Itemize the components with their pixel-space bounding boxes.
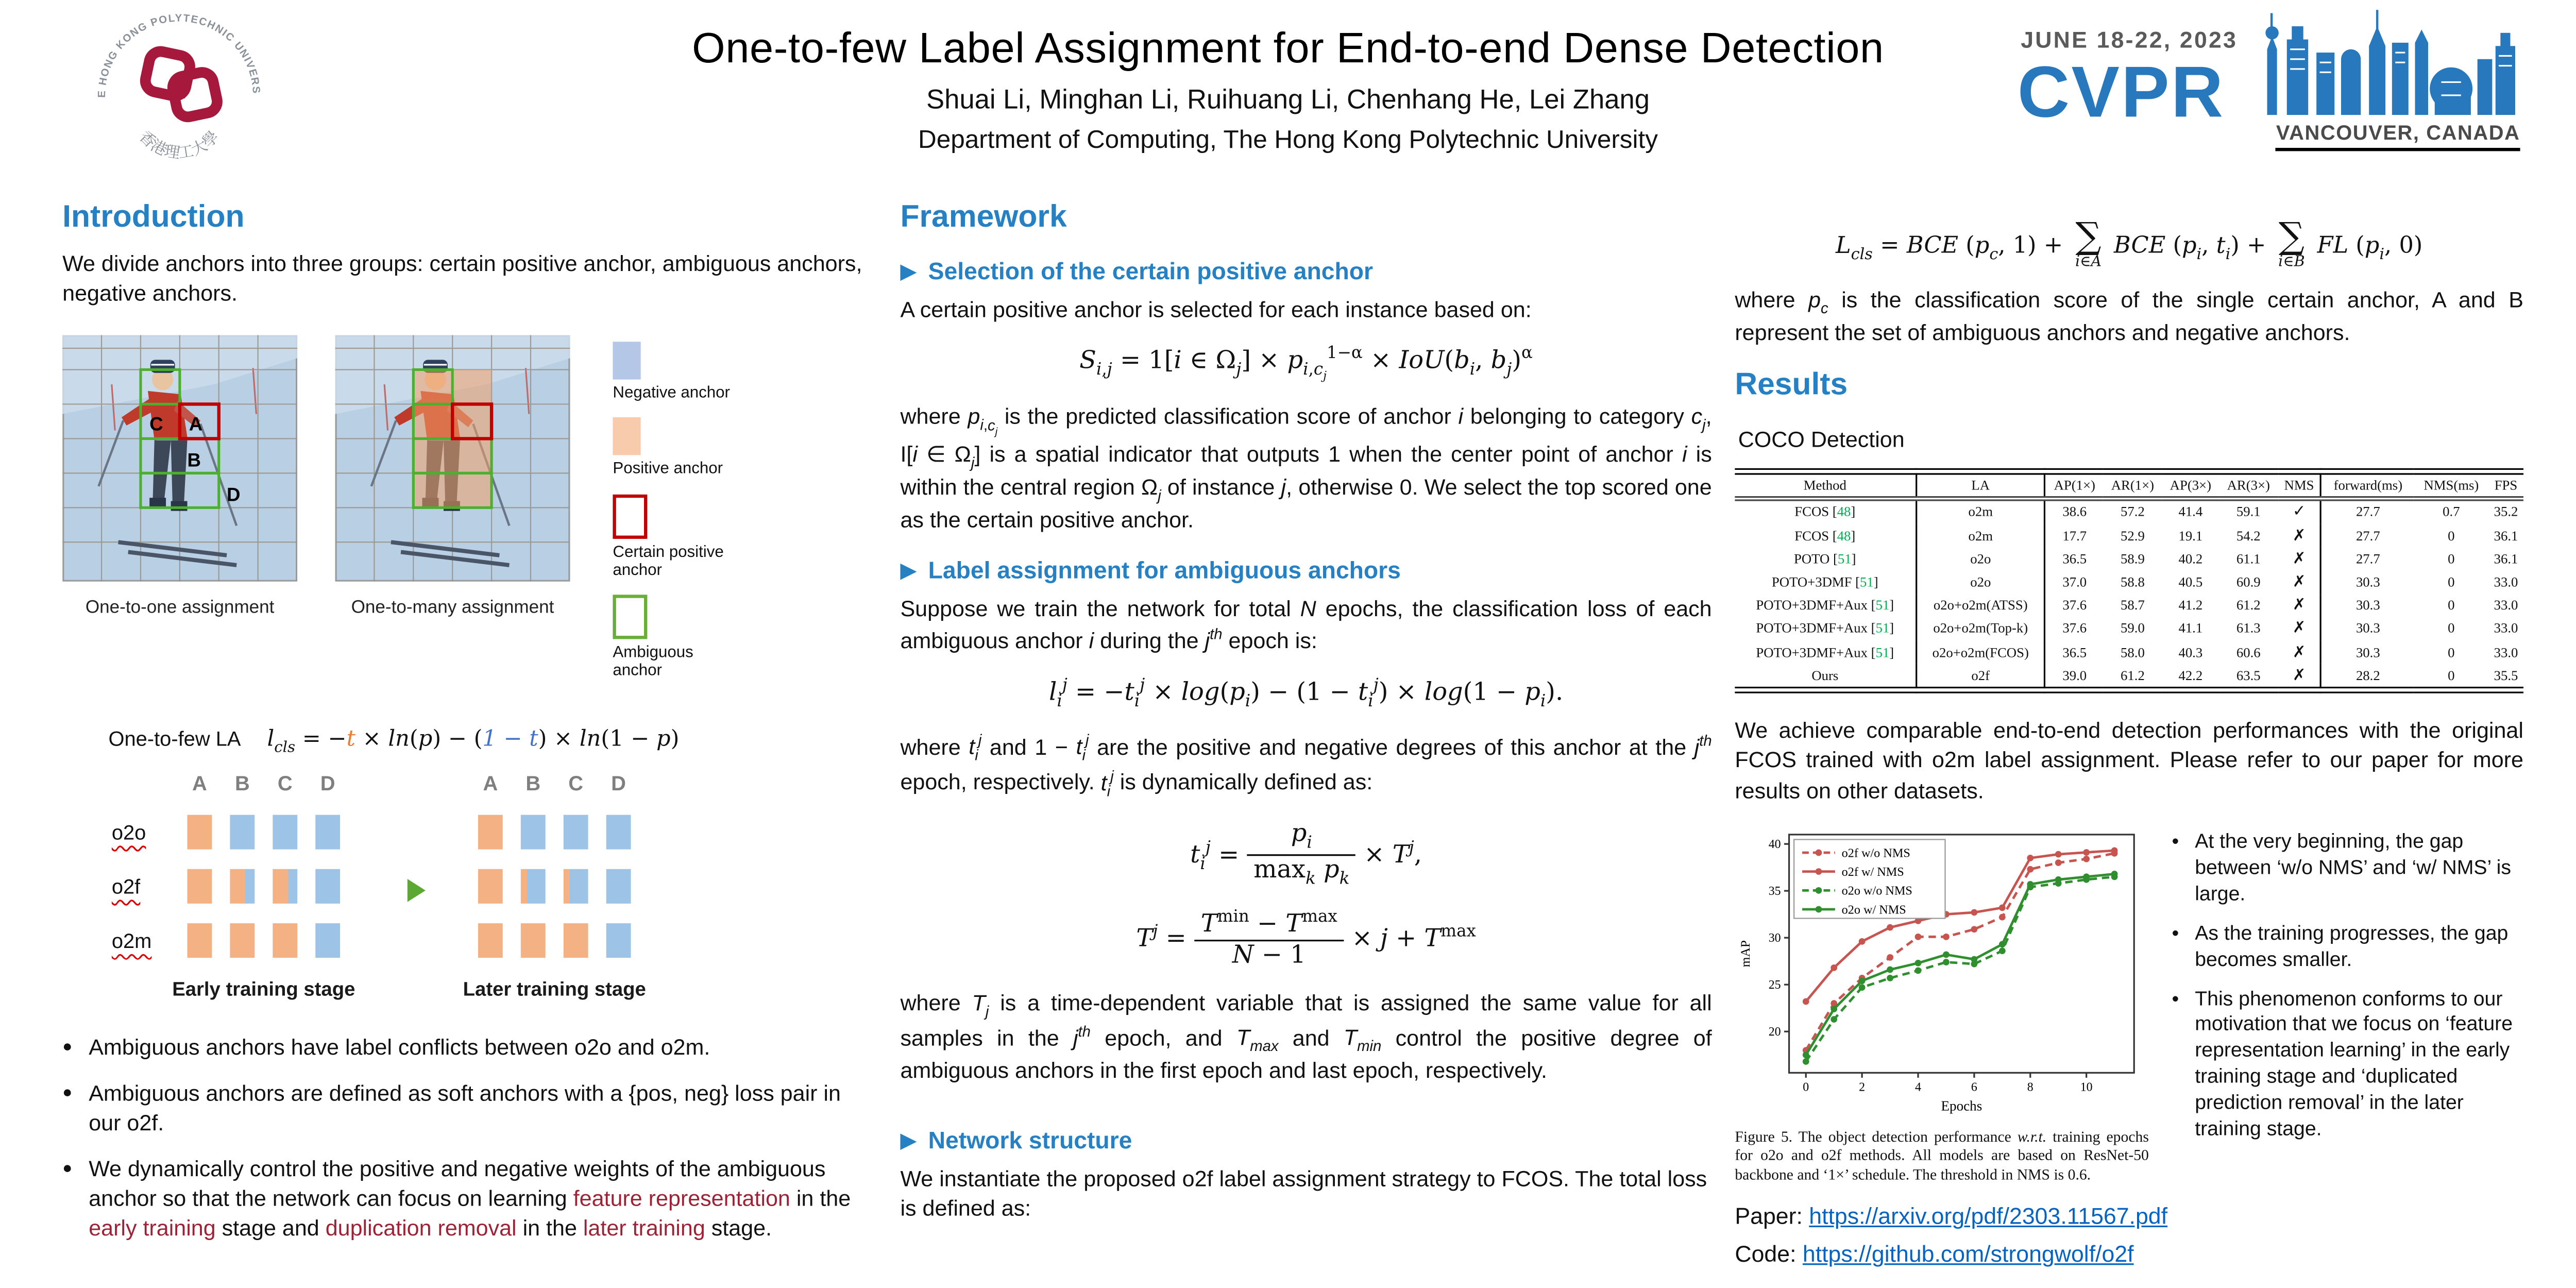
bullet-icon: ● <box>62 1039 73 1057</box>
sum-icon: ∑ <box>2278 216 2305 258</box>
T-definition-formula: $T^j$ = $\frac{T^{min} - T^{max}}{N - 1}$ × $j + T^{max}$ <box>1136 908 1476 969</box>
column-header: C <box>277 773 293 796</box>
anchor-letter-a: A <box>189 413 203 435</box>
column-header: C <box>568 773 584 796</box>
svg-text:35: 35 <box>1768 884 1781 897</box>
intro-bullet-1: ● Ambiguous anchors have label conflicts between o2o and o2m. <box>62 1034 877 1064</box>
coco-detection-label: COCO Detection <box>1738 427 1905 452</box>
table-row: POTO+3DMF [51] o2o 37.0 58.8 40.5 60.9 ✗ 30.3 0 33.0 <box>1735 571 2523 594</box>
polyu-ring-text: THE HONG KONG POLYTECHNIC UNIVERSITY <box>45 1 262 98</box>
paper-link-row <box>1735 1203 2523 1229</box>
column-header: B <box>526 773 541 796</box>
assignment-cell <box>564 870 588 904</box>
coco-results-table <box>1735 468 2523 693</box>
one-to-many-figure <box>335 335 570 696</box>
column-header: A <box>192 773 207 796</box>
code-link[interactable]: https://github.com/strongwolf/o2f <box>1802 1241 2134 1267</box>
code-label: Code: <box>1735 1241 1797 1267</box>
assignment-cell <box>315 816 340 850</box>
bullet-icon: • <box>2172 828 2179 852</box>
svg-text:40: 40 <box>1768 837 1781 851</box>
bullet-icon: • <box>2172 921 2179 944</box>
legend-item <box>613 342 741 403</box>
figure5 <box>1735 822 2149 1187</box>
label-assignment-diagram <box>112 773 877 1001</box>
svg-text:Epochs: Epochs <box>1941 1097 1982 1113</box>
polyu-cn-text: 香港理工大學 <box>135 128 223 162</box>
svg-text:2: 2 <box>1859 1080 1866 1094</box>
svg-text:o2f w/o NMS: o2f w/o NMS <box>1841 845 1910 859</box>
framework-section <box>900 200 1711 1231</box>
column-header: D <box>320 773 335 796</box>
links-block <box>1735 1203 2523 1267</box>
assignment-cell <box>564 816 588 850</box>
svg-text:0: 0 <box>1803 1080 1809 1094</box>
cvpr-logo <box>2018 10 2527 174</box>
assignment-cell <box>188 924 212 958</box>
assignment-cell <box>188 870 212 904</box>
table-row: FCOS [48] o2m 17.7 52.9 19.1 54.2 ✗ 27.7 0 36.1 <box>1735 524 2523 547</box>
assignment-cell <box>564 924 588 958</box>
assignment-cell <box>230 924 255 958</box>
cvpr-wordmark: CVPR <box>2017 53 2225 133</box>
arrow-bullet-icon <box>900 1134 917 1150</box>
where-T-paragraph: where $T_j$ is a time-dependent variable that is assigned the same value for all samples in the $j^{th}$ epoch, and $T_{max}$ and $T_{min}$ control the positive degree of ambiguous anchors in the first epoch and last epoch, respectively. <box>900 990 1712 1083</box>
polyu-knot-icon <box>143 49 219 119</box>
assignment-cell <box>478 924 503 958</box>
column-header: D <box>611 773 626 796</box>
paper-link[interactable]: https://arxiv.org/pdf/2303.11567.pdf <box>1809 1203 2168 1230</box>
introduction-section <box>62 200 877 1259</box>
assignment-cell <box>521 816 546 850</box>
legend-item <box>613 595 741 682</box>
legend-item <box>613 494 741 581</box>
table-column-header: NMS <box>2278 471 2321 499</box>
title-block <box>549 23 2027 156</box>
table-column-header: AP(3×) <box>2162 471 2219 499</box>
svg-text:香港理工大學 <box>136 128 223 162</box>
assignment-cell <box>230 870 255 904</box>
early-stage-caption: Early training stage <box>172 978 355 1002</box>
column-header: A <box>483 773 498 796</box>
table-row: POTO [51] o2o 36.5 58.9 40.2 61.1 ✗ 27.7 0 36.1 <box>1735 548 2523 571</box>
svg-text:4: 4 <box>1915 1080 1921 1094</box>
svg-text:o2o w/ NMS: o2o w/ NMS <box>1841 902 1906 916</box>
cvpr-date: JUNE 18-22, 2023 <box>2021 26 2238 53</box>
introduction-lead: We divide anchors into three groups: certain positive anchor, ambiguous anchors, negative anchors. <box>62 251 862 306</box>
row-label-o2m: o2m <box>111 929 152 953</box>
one-to-few-loss-line <box>108 726 877 757</box>
assignment-cell <box>188 816 212 850</box>
sec2-intro: Suppose we train the network for total N epochs, the classification loss of each ambiguous anchor i during the $j^{th}$ epoch is: <box>900 596 1712 653</box>
assignment-cell <box>273 924 297 958</box>
one-to-few-formula: $l_{cls} = -t \times \ln(p) - (1 - t) \times \ln(1 - p)$ <box>267 725 680 757</box>
results-heading: Results <box>1735 367 1848 402</box>
introduction-bullets <box>62 1034 877 1245</box>
one-to-many-image <box>335 335 570 582</box>
legend-swatch-fill <box>613 418 640 455</box>
legend-label: Positive anchor <box>613 461 723 479</box>
table-column-header: forward(ms) <box>2321 471 2414 499</box>
code-link-row <box>1735 1241 2523 1267</box>
affiliation: Department of Computing, The Hong Kong Polytechnic University <box>918 126 1658 155</box>
figure5-caption: Figure 5. The object detection performance w.r.t. training epochs for o2o and o2f methods. All models are based on ResNet-50 backbone and ‘1×’ schedule. The threshold in NMS is 0.6. <box>1735 1129 2149 1184</box>
svg-text:o2o w/o NMS: o2o w/o NMS <box>1841 883 1912 897</box>
polyu-logo <box>45 1 309 189</box>
t-definition-formula: $t_i^j$ = $\frac{p_i}{\max_k p_k}$ × $T^j$, <box>1190 817 1422 890</box>
anchor-legend <box>613 342 741 696</box>
where-t-paragraph: where $t_i^j$ and $1 - t_i^j$ are the positive and negative degrees of this anchor at the $j^{th}$ epoch, respectively. $t_i^j$ is dynamically defined as: <box>900 732 1712 799</box>
results-bullet-1: • At the very beginning, the gap between ‘w/o NMS’ and ‘w/ NMS’ is large. <box>2172 829 2520 908</box>
assignment-cell <box>478 870 503 904</box>
table-column-header: FPS <box>2488 471 2523 499</box>
polyu-logo-icon <box>45 1 309 181</box>
table-row: POTO+3DMF+Aux [51] o2o+o2m(FCOS) 36.5 58.0 40.3 60.6 ✗ 30.3 0 33.0 <box>1735 641 2523 664</box>
results-bullets <box>2172 829 2520 1187</box>
anchor-letter-d: D <box>227 484 241 506</box>
row-label-o2f: o2f <box>111 875 141 899</box>
one-to-one-figure <box>62 335 297 696</box>
arrow-bullet-icon <box>900 564 917 580</box>
svg-text:mAP: mAP <box>1738 939 1753 967</box>
assignment-cell <box>521 924 546 958</box>
legend-swatch-fill <box>613 342 640 380</box>
table-column-header: Method <box>1735 471 1916 499</box>
figure5-chart <box>1735 822 2145 1115</box>
assignment-cell <box>230 816 255 850</box>
subheading-ambiguous-anchors: Label assignment for ambiguous anchors <box>900 558 1711 585</box>
assignment-cell <box>315 870 340 904</box>
cvpr-location: VANCOUVER, CANADA <box>2276 122 2520 151</box>
authors: Shuai Li, Minghan Li, Ruihuang Li, Chenhang He, Lei Zhang <box>926 85 1650 115</box>
framework-heading: Framework <box>900 200 1067 235</box>
arrow-bullet-icon <box>900 264 917 281</box>
table-column-header: LA <box>1916 471 2045 499</box>
legend-item <box>613 418 741 479</box>
legend-label: Ambiguous anchor <box>613 644 693 681</box>
assignment-cell <box>315 924 340 958</box>
table-column-header: AR(1×) <box>2103 471 2162 499</box>
svg-text:o2f w/ NMS: o2f w/ NMS <box>1841 864 1904 878</box>
one-to-one-caption: One-to-one assignment <box>85 598 275 618</box>
table-row: FCOS [48] o2m 38.6 57.2 41.4 59.1 ✓ 27.7 0.7 35.2 <box>1735 498 2523 524</box>
subheading-network-structure: Network structure <box>900 1129 1711 1155</box>
legend-label: Negative anchor <box>613 384 730 403</box>
figure5-block <box>1735 822 2523 1187</box>
bullet-icon: • <box>2172 986 2179 1010</box>
column-header: B <box>234 773 250 796</box>
one-to-many-caption: One-to-many assignment <box>351 598 554 618</box>
network-structure-text: We instantiate the proposed o2f label assignment strategy to FCOS. The total loss is defined as: <box>900 1166 1707 1221</box>
assignment-cell <box>606 924 631 958</box>
selection-score-formula: $S_{i,j} = 1[i$ ∈ $\Omega_j] \times p_{i,c_j}^{1-\alpha} \times IoU(b_i$, $b_j)^\alpha$ <box>1079 345 1533 383</box>
assignment-cell <box>606 870 631 904</box>
total-loss-formula: $L_{cls}$ = BCE ($p_c$, 1) + ∑ i∈A BCE ($p_i$, $t_i$) + ∑ i∈B FL ($p_i$, 0) <box>1835 216 2423 270</box>
table-column-header: AP(1×) <box>2045 471 2104 499</box>
legend-label: Certain positive anchor <box>613 543 724 580</box>
paper-label: Paper: <box>1735 1203 1803 1230</box>
results-bullet-2: • As the training progresses, the gap becomes smaller. <box>2172 921 2520 973</box>
table-row: Ours o2f 39.0 61.2 42.2 63.5 ✗ 28.2 0 35.5 <box>1735 664 2523 691</box>
results-bullet-3: • This phenomenon conforms to our motivation that we focus on ‘feature representation learning’ in the early training stage and ‘duplicated prediction removal’ in the later training stage. <box>2172 987 2520 1144</box>
assignment-cell <box>606 816 631 850</box>
table-row: POTO+3DMF+Aux [51] o2o+o2m(Top-k) 37.6 59.0 41.1 61.3 ✗ 30.3 0 33.0 <box>1735 617 2523 640</box>
anchor-letter-c: C <box>149 413 163 435</box>
one-to-few-label: One-to-few LA <box>108 727 241 751</box>
intro-bullet-3: ● We dynamically control the positive and negative weights of the ambiguous anchor so that the network can focus on learning feature representation in the early training stage and duplication removal in the later training stage. <box>62 1154 877 1245</box>
legend-swatch-outline <box>613 595 647 639</box>
table-column-header: NMS(ms) <box>2414 471 2488 499</box>
one-to-one-image <box>62 335 297 582</box>
assignment-cell <box>521 870 546 904</box>
introduction-heading: Introduction <box>62 200 245 235</box>
svg-text:8: 8 <box>2027 1080 2033 1094</box>
sum-icon: ∑ <box>2075 216 2102 258</box>
subheading-certain-positive: Selection of the certain positive anchor <box>900 260 1711 286</box>
svg-text:25: 25 <box>1768 977 1781 991</box>
svg-text:10: 10 <box>2080 1080 2093 1094</box>
vancouver-skyline-icon <box>2251 10 2527 115</box>
row-label-o2o: o2o <box>111 821 146 844</box>
table-row: POTO+3DMF+Aux [51] o2o+o2m(ATSS) 37.6 58.7 41.2 61.2 ✗ 30.3 0 33.0 <box>1735 594 2523 617</box>
assignment-figure <box>62 335 877 696</box>
svg-text:20: 20 <box>1768 1024 1781 1038</box>
where-pc-paragraph: where $p_c$ is the classification score of the single certain anchor, A and B represent the set of ambiguous anchors and negative anchors. <box>1735 287 2523 345</box>
bullet-icon: ● <box>62 1083 73 1103</box>
where-p-paragraph: where $p_{i,c_j}$ is the predicted classification score of anchor i belonging to category $c_j$, I[i ∈ $\Omega_j$] is a spatial indicator that outputs 1 when the center point of anchor i is within the central region $\Omega_j$ of instance j, otherwise 0. We select the top scored one as the certain positive anchor. <box>900 404 1712 533</box>
svg-text:30: 30 <box>1768 930 1781 944</box>
assignment-cell <box>273 816 297 850</box>
results-section <box>1735 200 2523 1279</box>
later-stage-caption: Later training stage <box>463 978 646 1002</box>
svg-text:6: 6 <box>1971 1080 1977 1094</box>
ambiguous-loss-formula: $l_i^j = -t_i^j \times \log(p_i) - (1 - t_i^j) \times \log(1 - p_i)$. <box>1048 676 1564 711</box>
page-title: One-to-few Label Assignment for End-to-end Dense Detection <box>692 23 1884 73</box>
assignment-cell <box>478 816 503 850</box>
table-column-header: AR(3×) <box>2219 471 2278 499</box>
anchor-letter-b: B <box>187 450 201 471</box>
intro-bullet-2: ● Ambiguous anchors are defined as soft anchors with a {pos, neg} loss pair in our o2f. <box>62 1079 877 1139</box>
legend-swatch-outline <box>613 494 647 538</box>
bullet-icon: ● <box>62 1159 73 1177</box>
sec1-intro: A certain positive anchor is selected for each instance based on: <box>900 297 1532 322</box>
achieve-paragraph: We achieve comparable end-to-end detection performances with the original FCOS trained with o2m label assignment. Please refer to our paper for more results on other datasets. <box>1735 718 2523 803</box>
assignment-cell <box>273 870 297 904</box>
